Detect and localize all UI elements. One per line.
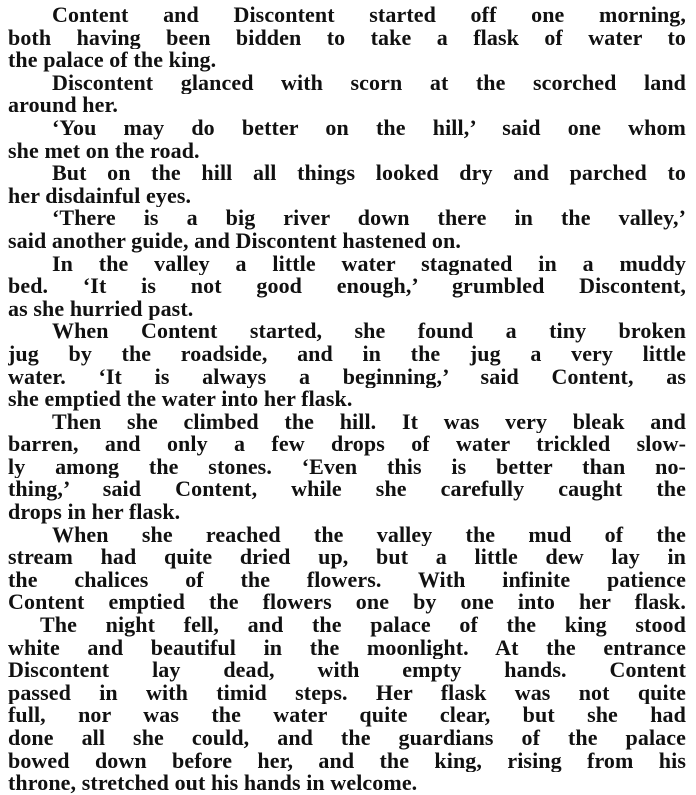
text-line: as she hurried past. <box>8 297 194 321</box>
text-line: The night fell, and the palace of the king stood <box>40 614 686 637</box>
text-line: white and beautiful in the moonlight. At the entrance <box>8 636 686 660</box>
text-line: passed in with timid steps. Her flask was not quite <box>8 681 686 705</box>
text-line: the palace of the king. <box>8 49 217 72</box>
text-line: water. ‘It is always a beginning,’ said Content, as <box>8 365 686 389</box>
text-line: drops in her flask. <box>8 501 181 524</box>
text-line: full, nor was the water quite clear, but she had <box>8 704 686 727</box>
text-line: barren, and only a few drops of water trickled slow- <box>8 433 686 456</box>
text-line: When Content started, she found a tiny broken <box>52 320 686 343</box>
text-line: her disdainful eyes. <box>8 184 192 208</box>
text-line: Content emptied the flowers one by one into her flask. <box>8 591 686 615</box>
text-line: she emptied the water into her flask. <box>8 388 353 411</box>
text-line: jug by the roadside, and in the jug a very little <box>8 342 686 366</box>
text-line: stream had quite dried up, but a little dew lay in <box>8 546 686 569</box>
text-line: But on the hill all things looked dry and parched to <box>52 162 686 185</box>
text-line: Discontent lay dead, with empty hands. Content <box>8 659 686 682</box>
text-line: both having been bidden to take a flask of water to <box>8 26 686 50</box>
text-line: around her. <box>8 94 118 117</box>
text-line: the chalices of the flowers. With infinite patience <box>8 568 686 592</box>
text-line: thing,’ said Content, while she carefully caught the <box>8 478 686 502</box>
text-line: Content and Discontent started off one morning, <box>52 4 686 27</box>
text-line: When she reached the valley the mud of the <box>52 523 686 547</box>
text-line: Discontent glanced with scorn at the scorched land <box>52 71 686 95</box>
text-line: In the valley a little water stagnated in a muddy <box>52 252 686 276</box>
text-line: said another guide, and Discontent hastened on. <box>8 229 461 253</box>
text-line: ly among the stones. ‘Even this is better than no- <box>8 455 686 479</box>
text-line: throne, stretched out his hands in welcome. <box>8 772 418 795</box>
text-line: ‘You may do better on the hill,’ said one whom <box>52 116 686 140</box>
text-line: bed. ‘It is not good enough,’ grumbled Discontent, <box>8 275 686 298</box>
text-line: done all she could, and the guardians of the palace <box>8 727 686 750</box>
newspaper-column <box>8 4 686 795</box>
text-line: she met on the road. <box>8 139 200 163</box>
text-line: bowed down before her, and the king, rising from his <box>8 749 686 773</box>
text-line: Then she climbed the hill. It was very bleak and <box>52 410 686 434</box>
text-line: ‘There is a big river down there in the valley,’ <box>52 207 686 230</box>
